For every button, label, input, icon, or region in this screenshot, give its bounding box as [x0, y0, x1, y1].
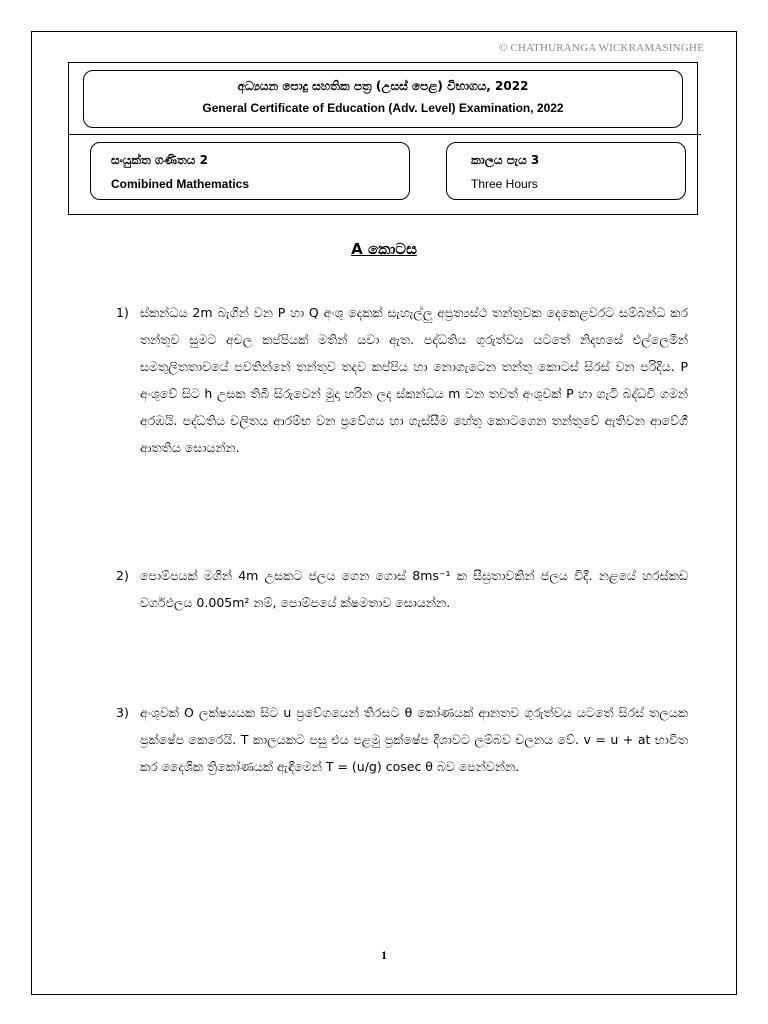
duration-english: Three Hours: [471, 177, 538, 191]
copyright-notice: © CHATHURANGA WICKRAMASINGHE: [498, 42, 704, 54]
exam-title-sinhala: අධ්‍යයන පොදු සහතික පත්‍ර (උසස් පෙළ) විභාගය, 2022: [237, 79, 529, 93]
question-text: ස්කන්ධය 2m බැගින් වන P හා Q අංශු දෙකක් සැහැල්ලු අප්‍රත්‍යස්ථ තන්තුවක දෙකෙළවරට සම්බන්ධ කර තන්තුව සුමට අචල කප්පියක් මතින් යවා ඇත. පද්ධතිය ගුරුත්වය යටතේ නිදහසේ එල්ලෙමින් සමතුලිතතාවයේ පවතින්නේ තන්තුව තදව කප්පිය හා නොගැටෙන තන්තු කොටස් සිරස් වන පරිදිය. P අංශුවේ සිට h උසක තිබී සිරුවෙන් මුදා හරින ලද ස්කන්ධය m වන තවත් අංශුවක් P හා ගැටී බද්ධවී ගමන් අරඹයි. පද්ධතිය චලිතය ආරම්භ වන ප්‍රවේගය හා ගැස්සීම හේතු කොටගෙන තන්තුවේ ඇතිවන ආවේගී ආතතිය සොයන්න.: [140, 305, 688, 455]
header-divider: [68, 134, 701, 135]
question-number: 1): [116, 305, 129, 320]
question-3: [116, 699, 688, 780]
subject-english: Comibined Mathematics: [111, 177, 250, 191]
duration-sinhala: කාලය පැය 3: [471, 153, 540, 167]
question-text: අංශුවක් O ලක්ෂයයක සිට u ප්‍රවේගයෙන් තිරසට θ කෝණයක් ආනතව ගුරුත්වය යටතේ සිරස් තලයක ප්‍රක්ෂේප කෙරෙයි. T කාලයකට පසු එය පළමු ප්‍රක්ෂේප දිශාවට ලම්බව චලනය වේ. v = u + at භාවිත කර දෛශික ත්‍රිකෝණයක් ඇඳීමෙන් T = (u/g) cosec θ බව පෙන්වන්න.: [140, 705, 688, 774]
subject-sinhala: සංයුක්ත ගණිතය 2: [111, 153, 208, 167]
question-2: [116, 562, 688, 616]
question-text: පොම්පයක් මගින් 4m උසකට ජලය ගෙන ගොස් 8ms⁻¹ ක සීඝ්‍රතාවකින් ජලය විදී. නළයේ හරස්කඩ වර්ගඵලය 0.005m² නම්, පොම්පයේ ක්ෂමතාව සොයන්න.: [140, 568, 688, 610]
exam-title-box: [83, 70, 683, 128]
page-number: 1: [381, 948, 387, 962]
exam-title-english: General Certificate of Education (Adv. Level) Examination, 2022: [202, 101, 564, 115]
question-1: [116, 299, 688, 461]
subject-box: [90, 142, 410, 200]
question-number: 3): [116, 705, 129, 720]
section-heading: A කොටස: [351, 240, 417, 258]
duration-box: [446, 142, 686, 200]
question-number: 2): [116, 568, 129, 583]
